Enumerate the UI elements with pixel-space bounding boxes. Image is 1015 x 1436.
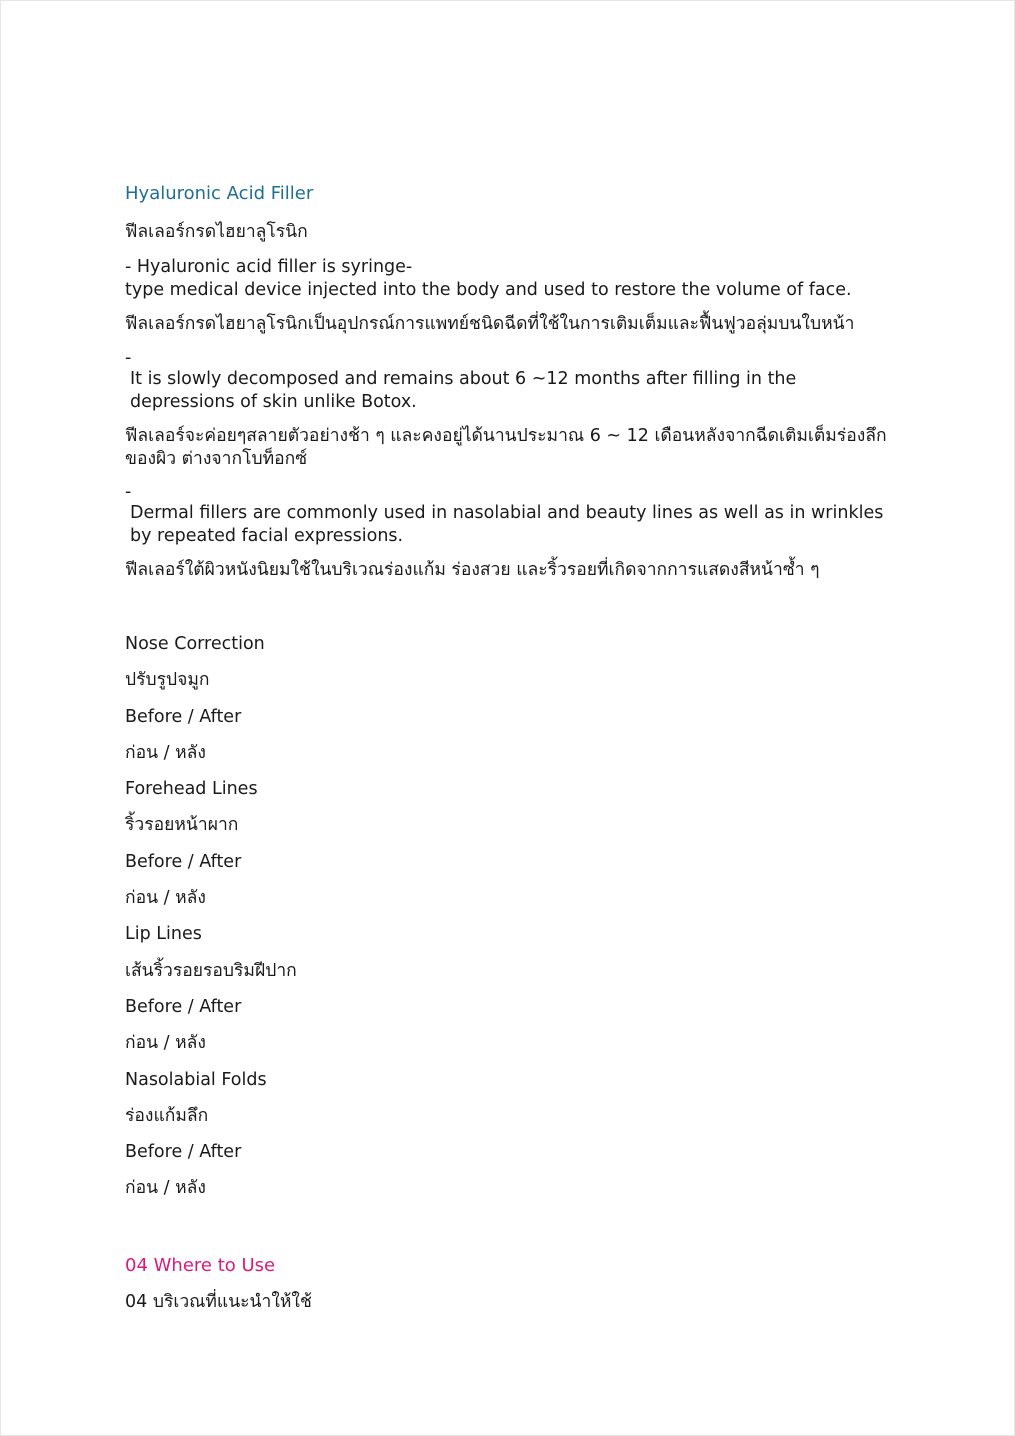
- point-1-line-1: - Hyaluronic acid filler is syringe-: [125, 257, 413, 277]
- section-title-where-to-use: 04 Where to Use: [125, 1254, 276, 1276]
- before-after-label: Before / After: [125, 851, 242, 872]
- before-after-label-th: ก่อน / หลัง: [125, 1033, 206, 1054]
- treatment-list: [125, 632, 905, 1200]
- spacer: [125, 594, 905, 632]
- treatment-name-th: เส้นริ้วรอยรอบริมฝีปาก: [125, 960, 297, 981]
- treatment-item: [125, 632, 905, 765]
- treatment-name: Forehead Lines: [125, 779, 258, 800]
- before-after-label: Before / After: [125, 1142, 242, 1163]
- section-title-hyaluronic-th: ฟีลเลอร์กรดไฮยาลูโรนิก: [125, 222, 308, 242]
- before-after-label-th: ก่อน / หลัง: [125, 888, 206, 909]
- point-2-en: It is slowly decomposed and remains about 6 ~12 months after filling in the depressions of skin unlike Botox.: [130, 369, 802, 412]
- point-1-line-2: type medical device injected into the body and used to restore the volume of face.: [125, 279, 852, 300]
- before-after-label-th: ก่อน / หลัง: [125, 1178, 206, 1199]
- point-2-th: ฟีลเลอร์จะค่อยๆสลายตัวอย่างช้า ๆ และคงอยู่ได้นานประมาณ 6 ~ 12 เดือนหลังจากฉีดเติมเต็มร่องลึกของผิว ต่างจากโบท็อกซ์: [125, 426, 887, 469]
- treatment-name-th: ริ้วรอยหน้าผาก: [125, 815, 239, 836]
- before-after-label: Before / After: [125, 706, 242, 727]
- treatment-name: Nasolabial Folds: [125, 1069, 267, 1090]
- section-title-where-to-use-th: 04 บริเวณที่แนะนำให้ใช้: [125, 1291, 312, 1312]
- before-after-label: Before / After: [125, 996, 242, 1017]
- section-title-hyaluronic: Hyaluronic Acid Filler: [125, 183, 314, 204]
- point-3-th: ฟีลเลอร์ใต้ผิวหนังนิยมใช้ในบริเวณร่องแก้ม ร่องสวย และริ้วรอยที่เกิดจากการแสดงสีหน้าซ้ำ ๆ: [125, 560, 820, 580]
- point-3-dash: -: [125, 482, 132, 502]
- treatment-name-th: ร่องแก้มลึก: [125, 1105, 209, 1126]
- treatment-name-th: ปรับรูปจมูก: [125, 670, 210, 691]
- point-1-th: ฟีลเลอร์กรดไฮยาลูโรนิกเป็นอุปกรณ์การแพทย์ชนิดฉีดที่ใช้ในการเติมเต็มและฟื้นฟูวอลุ่มบนใบหน้า: [125, 314, 855, 334]
- treatment-name: Nose Correction: [125, 634, 265, 654]
- before-after-label-th: ก่อน / หลัง: [125, 742, 206, 763]
- point-3-en: Dermal fillers are commonly used in nasolabial and beauty lines as well as in wrinkles by repeated facial expressions.: [130, 503, 889, 546]
- point-2-dash: -: [125, 348, 132, 368]
- treatment-item: [125, 777, 905, 910]
- treatment-item: [125, 922, 905, 1055]
- page-content: [125, 181, 905, 1326]
- treatment-item: [125, 1068, 905, 1201]
- spacer: [125, 1213, 905, 1253]
- point-1-en: [125, 256, 905, 301]
- treatment-name: Lip Lines: [125, 924, 202, 945]
